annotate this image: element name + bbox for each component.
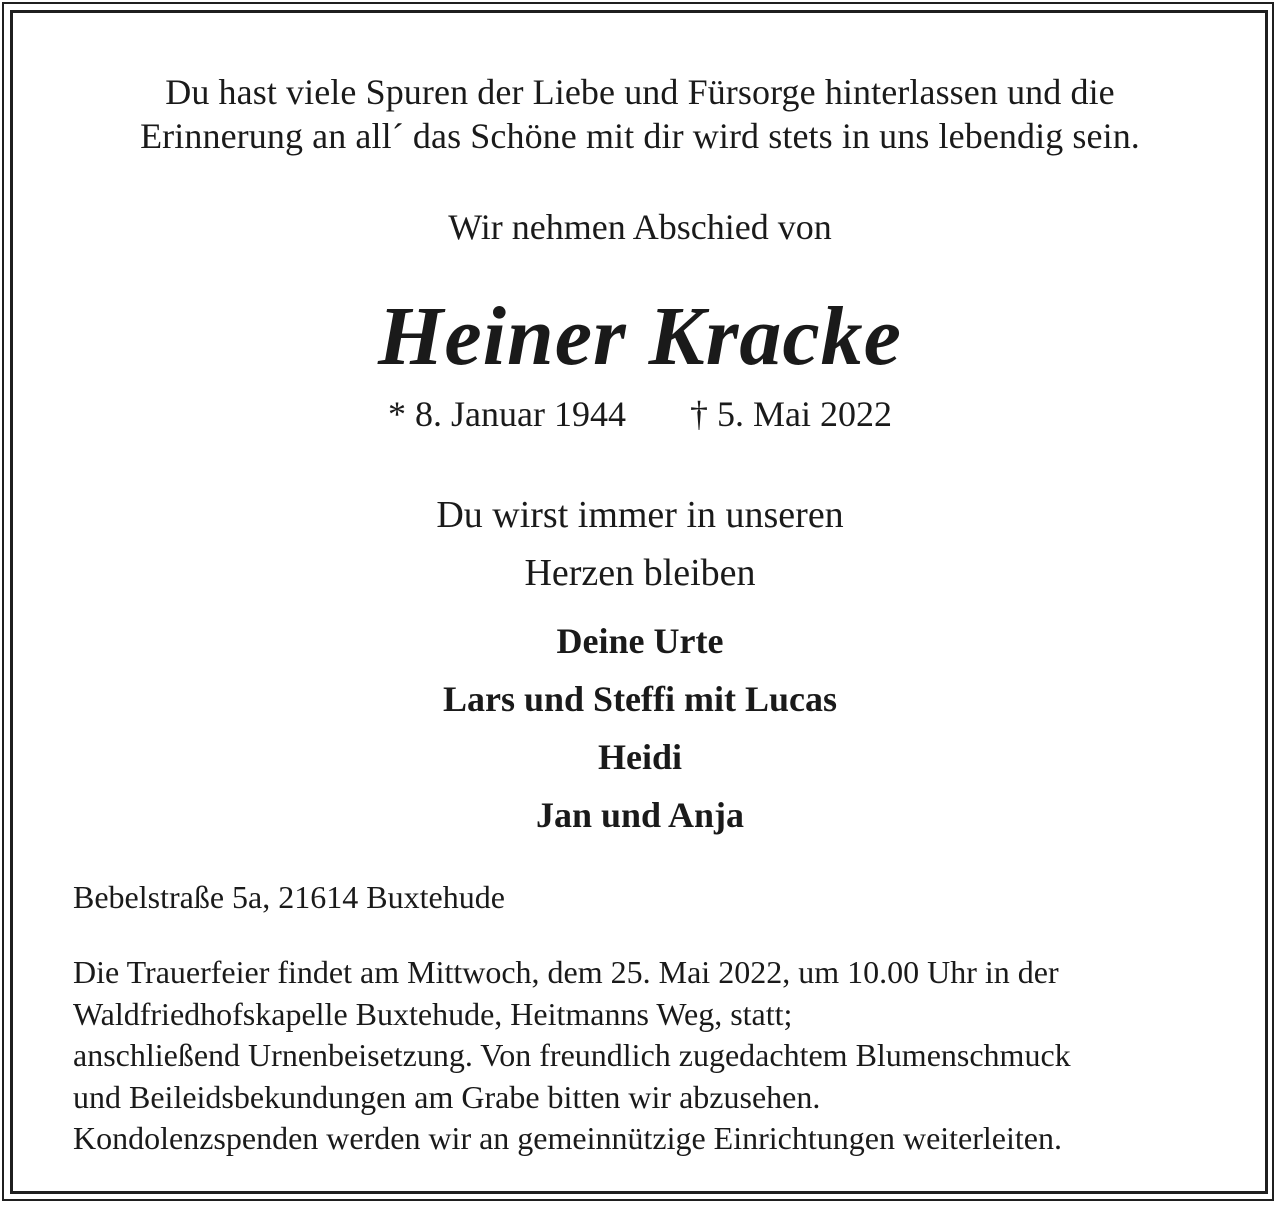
mourners-list — [0, 612, 1280, 844]
funeral-info — [73, 952, 1223, 1160]
motto-line-2: Erinnerung an all´ das Schöne mit dir wird stets in uns lebendig sein. — [140, 116, 1140, 156]
funeral-info-line: Kondolenzspenden werden wir an gemeinnützige Einrichtungen weiterleiten. — [73, 1120, 1062, 1156]
funeral-info-line: anschließend Urnenbeisetzung. Von freundlich zugedachtem Blumenschmuck — [73, 1037, 1071, 1073]
funeral-info-line: Waldfriedhofskapelle Buxtehude, Heitmanns Weg, statt; — [73, 995, 793, 1032]
life-dates — [0, 392, 1280, 436]
deceased-name: Heiner Kracke — [378, 290, 902, 383]
motto — [0, 70, 1280, 158]
mourner: Heidi — [597, 737, 682, 777]
mourner: Jan und Anja — [535, 795, 745, 835]
intro-text: Wir nehmen Abschied von — [448, 207, 832, 247]
address: Bebelstraße 5a, 21614 Buxtehude — [73, 879, 505, 915]
quote — [0, 486, 1280, 602]
quote-line-2: Herzen bleiben — [524, 552, 756, 594]
funeral-info-line: und Beileidsbekundungen am Grabe bitten wir abzusehen. — [73, 1078, 821, 1115]
quote-line-1: Du wirst immer in unseren — [436, 494, 844, 536]
funeral-info-line: Die Trauerfeier findet am Mittwoch, dem 25. Mai 2022, um 10.00 Uhr in der — [73, 954, 1059, 990]
mourner: Deine Urte — [556, 621, 724, 661]
mourner: Lars und Steffi mit Lucas — [442, 679, 838, 719]
death-date: † 5. Mai 2022 — [689, 394, 892, 434]
motto-line-1: Du hast viele Spuren der Liebe und Fürsorge hinterlassen und die — [165, 72, 1115, 112]
birth-date: * 8. Januar 1944 — [388, 394, 626, 434]
